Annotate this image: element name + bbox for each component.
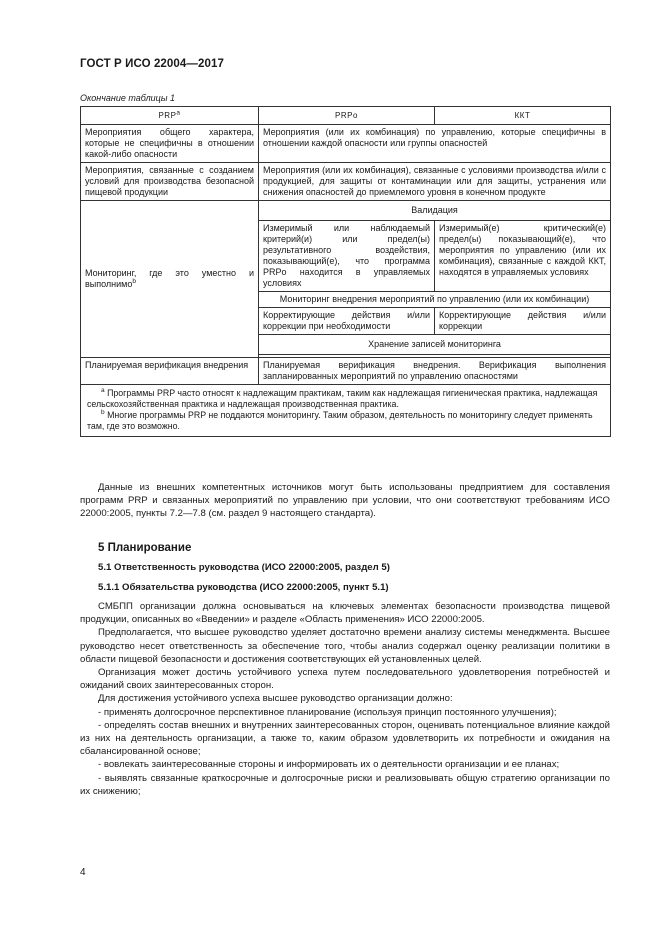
cell-records: Хранение записей мониторинга: [259, 335, 611, 355]
section-5-heading: 5 Планирование: [98, 542, 192, 554]
cell-kkt-corrective: Корректирующие действия и/или коррекции: [435, 308, 611, 335]
list-item: - выявлять связанные краткосрочные и долгосрочные риски и реализовывать общую стратегию организации по их снижению;: [80, 772, 610, 797]
section-body: [80, 600, 610, 798]
paragraph: Организация может достичь устойчивого успеха путем последовательного удовлетворения потребностей и ожиданий своих заинтересованных сторон.: [80, 667, 610, 692]
table-caption: Окончание таблицы 1: [80, 93, 175, 103]
cell-prpo-corrective: Корректирующие действия и/или коррекции при необходимости: [259, 308, 435, 335]
row-label-monitoring: Мониторинг, где это уместно и выполнимо$^b$: [81, 201, 259, 358]
comparison-table: [80, 106, 611, 437]
row-label-conditions: Мероприятия, связанные с созданием условий для производства безопасной пищевой продукции: [81, 163, 259, 201]
list-item: - применять долгосрочное перспективное планирование (используя принцип постоянного улучшения);: [98, 706, 557, 718]
cell-monitoring-implementation: Мониторинг внедрения мероприятий по управлению (или их комбинации): [259, 292, 611, 308]
document-code: ГОСТ Р ИСО 22004—2017: [80, 58, 225, 70]
intro-paragraph: Данные из внешних компетентных источников могут быть использованы предприятием для составления программ PRP и связанных мероприятий по управлению при условии, что они соответствуют требованиям ИСО 22000:2005, пункты 7.2—7.8 (см. раздел 9 настоящего стандарта).: [80, 482, 610, 520]
list-item: - определять состав внешних и внутренних заинтересованных сторон, оценивать потенциальное влияние каждой из них на деятельность организации, а также то, каким образом удовлетворить их потребности и ожидания на сбалансированной основе;: [80, 719, 610, 758]
table-footnotes: [81, 385, 611, 437]
footnote-b: $^b$ Многие программы PRP не поддаются мониторингу. Таким образом, деятельность по мониторингу следует применять там, где это возможно.: [87, 409, 593, 431]
table-row: [81, 358, 611, 385]
row-label-general: Мероприятия общего характера, которые не специфичны в отношении какой-либо опасности: [81, 125, 259, 163]
subsection-5-1-heading: 5.1 Ответственность руководства (ИСО 22000:2005, раздел 5): [98, 562, 390, 573]
cell-kkt-criteria: Измеримый(е) критический(е) предел(ы) показывающий(е), что мероприятия по управлению (или их комбинация), связанные с каждой ККТ, находятся в управляемых условиях: [435, 221, 611, 292]
cell-general: Мероприятия (или их комбинация) по управлению, которые специфичны в отношении каждой опасности или группы опасностей: [259, 125, 611, 163]
cell-verification: Планируемая верификация внедрения. Верификация выполнения запланированных мероприятий по управлению опасностями: [259, 358, 611, 385]
paragraph: Предполагается, что высшее руководство уделяет достаточно времени анализу системы менеджмента. Высшее руководство несет ответственность за обеспечение того, чтобы анализ содержал оценку реализации политики в области пищевой безопасности и достижения соответствующих ей установленных целей.: [80, 627, 610, 665]
table-row: [81, 163, 611, 201]
row-label-verification: Планируемая верификация внедрения: [81, 358, 259, 385]
footnote-a: $^a$ Программы PRP часто относят к надлежащим практикам, таким как надлежащая гигиеническая практика, надлежащая сельскохозяйственная практика и надлежащая производственная практика.: [87, 387, 598, 409]
cell-conditions: Мероприятия (или их комбинация), связанные с условиями производства и/или с продукцией, для защиты от контаминации или для защиты, устранения или снижения опасностей до приемлемого уровня в конечном продукте: [259, 163, 611, 201]
header-prpo: PRPo: [259, 107, 435, 125]
list-item: - вовлекать заинтересованные стороны и информировать их о деятельности организации и ее планах;: [98, 759, 560, 771]
paragraph: Для достижения устойчивого успеха высшее руководство организации должно:: [98, 693, 453, 705]
table-row: [81, 201, 611, 221]
header-kkt: ККТ: [435, 107, 611, 125]
table-row: [81, 125, 611, 163]
subsection-5-1-1-heading: 5.1.1 Обязательства руководства (ИСО 22000:2005, пункт 5.1): [98, 582, 389, 593]
header-prp: PRP$^a$: [81, 107, 259, 125]
cell-validation: Валидация: [259, 201, 611, 221]
table-header-row: [81, 107, 611, 125]
paragraph: СМБПП организации должна основываться на ключевых элементах безопасности производства пищевой продукции, описанных во «Введении» и разделе «Область применения» ИСО 22000:2005.: [80, 601, 610, 626]
cell-prpo-criteria: Измеримый или наблюдаемый критерий(и) или предел(ы) результативного воздействия, показывающий(е), что программа PRPo находится в управляемых условиях: [259, 221, 435, 292]
table-footnotes-row: [81, 385, 611, 437]
page-number: 4: [80, 867, 86, 878]
